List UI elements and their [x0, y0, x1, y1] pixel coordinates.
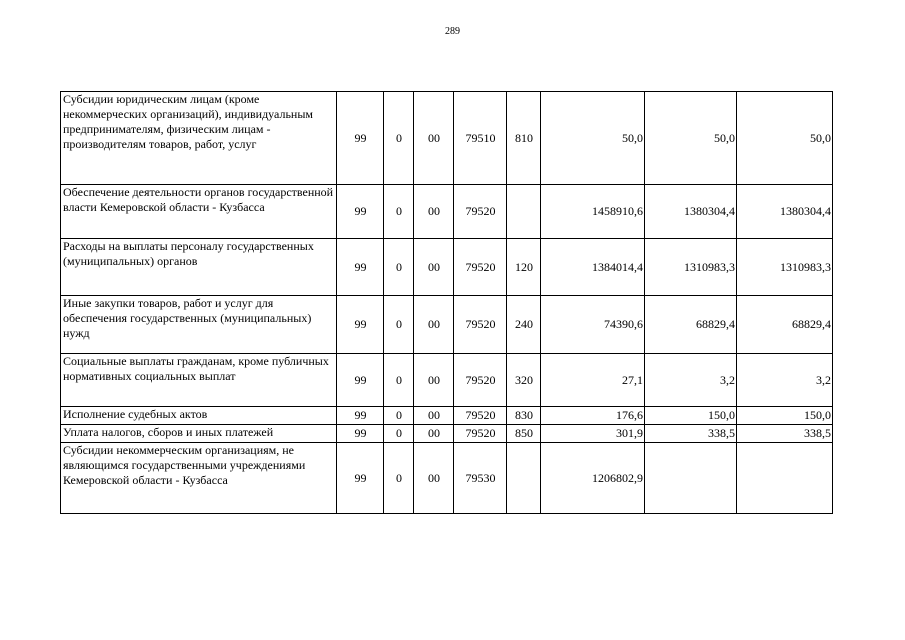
- value-3: 150,0: [737, 407, 833, 425]
- code-1: 99: [337, 239, 384, 296]
- code-1: 99: [337, 425, 384, 443]
- code-1: 99: [337, 354, 384, 407]
- value-2: 1380304,4: [645, 185, 737, 239]
- value-2: 338,5: [645, 425, 737, 443]
- code-4: 79520: [454, 354, 507, 407]
- value-3: 1380304,4: [737, 185, 833, 239]
- code-4: 79520: [454, 425, 507, 443]
- code-3: 00: [414, 407, 454, 425]
- budget-table: [60, 91, 833, 514]
- code-2: 0: [384, 239, 414, 296]
- code-2: 0: [384, 92, 414, 185]
- value-1: 50,0: [541, 92, 645, 185]
- row-name: Иные закупки товаров, работ и услуг для обеспечения государственных (муниципальных) нужд: [61, 296, 337, 354]
- code-4: 79520: [454, 296, 507, 354]
- code-3: 00: [414, 92, 454, 185]
- row-name: Социальные выплаты гражданам, кроме публичных нормативных социальных выплат: [61, 354, 337, 407]
- code-1: 99: [337, 296, 384, 354]
- code-3: 00: [414, 185, 454, 239]
- value-3: 50,0: [737, 92, 833, 185]
- value-3: [737, 443, 833, 514]
- code-5: 320: [507, 354, 541, 407]
- code-2: 0: [384, 425, 414, 443]
- code-1: 99: [337, 92, 384, 185]
- value-2: 1310983,3: [645, 239, 737, 296]
- table-row: [61, 185, 833, 239]
- row-name: Исполнение судебных актов: [61, 407, 337, 425]
- code-2: 0: [384, 354, 414, 407]
- code-2: 0: [384, 407, 414, 425]
- table-row: [61, 443, 833, 514]
- code-5: 810: [507, 92, 541, 185]
- code-3: 00: [414, 443, 454, 514]
- value-3: 1310983,3: [737, 239, 833, 296]
- code-4: 79510: [454, 92, 507, 185]
- code-5: [507, 443, 541, 514]
- code-4: 79520: [454, 185, 507, 239]
- code-2: 0: [384, 443, 414, 514]
- table-row: [61, 296, 833, 354]
- code-4: 79520: [454, 407, 507, 425]
- code-4: 79520: [454, 239, 507, 296]
- value-3: 68829,4: [737, 296, 833, 354]
- table-row: [61, 239, 833, 296]
- row-name: Субсидии юридическим лицам (кроме некоммерческих организаций), индивидуальным предпринимателям, физическим лицам - производителям товаров, работ, услуг: [61, 92, 337, 185]
- value-3: 3,2: [737, 354, 833, 407]
- code-5: [507, 185, 541, 239]
- code-1: 99: [337, 185, 384, 239]
- code-5: 120: [507, 239, 541, 296]
- value-3: 338,5: [737, 425, 833, 443]
- value-1: 176,6: [541, 407, 645, 425]
- value-1: 301,9: [541, 425, 645, 443]
- value-2: 150,0: [645, 407, 737, 425]
- row-name: Обеспечение деятельности органов государственной власти Кемеровской области - Кузбасса: [61, 185, 337, 239]
- code-2: 0: [384, 185, 414, 239]
- code-2: 0: [384, 296, 414, 354]
- value-2: [645, 443, 737, 514]
- value-2: 3,2: [645, 354, 737, 407]
- code-4: 79530: [454, 443, 507, 514]
- code-5: 830: [507, 407, 541, 425]
- code-1: 99: [337, 407, 384, 425]
- value-1: 74390,6: [541, 296, 645, 354]
- value-2: 50,0: [645, 92, 737, 185]
- row-name: Уплата налогов, сборов и иных платежей: [61, 425, 337, 443]
- value-1: 1206802,9: [541, 443, 645, 514]
- table-row: [61, 354, 833, 407]
- code-1: 99: [337, 443, 384, 514]
- code-5: 240: [507, 296, 541, 354]
- row-name: Субсидии некоммерческим организациям, не являющимся государственными учреждениями Кемеровской области - Кузбасса: [61, 443, 337, 514]
- table-row: [61, 407, 833, 425]
- code-3: 00: [414, 425, 454, 443]
- code-3: 00: [414, 354, 454, 407]
- row-name: Расходы на выплаты персоналу государственных (муниципальных) органов: [61, 239, 337, 296]
- value-1: 1384014,4: [541, 239, 645, 296]
- table-row: [61, 92, 833, 185]
- value-1: 1458910,6: [541, 185, 645, 239]
- table-row: [61, 425, 833, 443]
- page-number: 289: [445, 26, 460, 37]
- code-5: 850: [507, 425, 541, 443]
- code-3: 00: [414, 296, 454, 354]
- value-2: 68829,4: [645, 296, 737, 354]
- code-3: 00: [414, 239, 454, 296]
- value-1: 27,1: [541, 354, 645, 407]
